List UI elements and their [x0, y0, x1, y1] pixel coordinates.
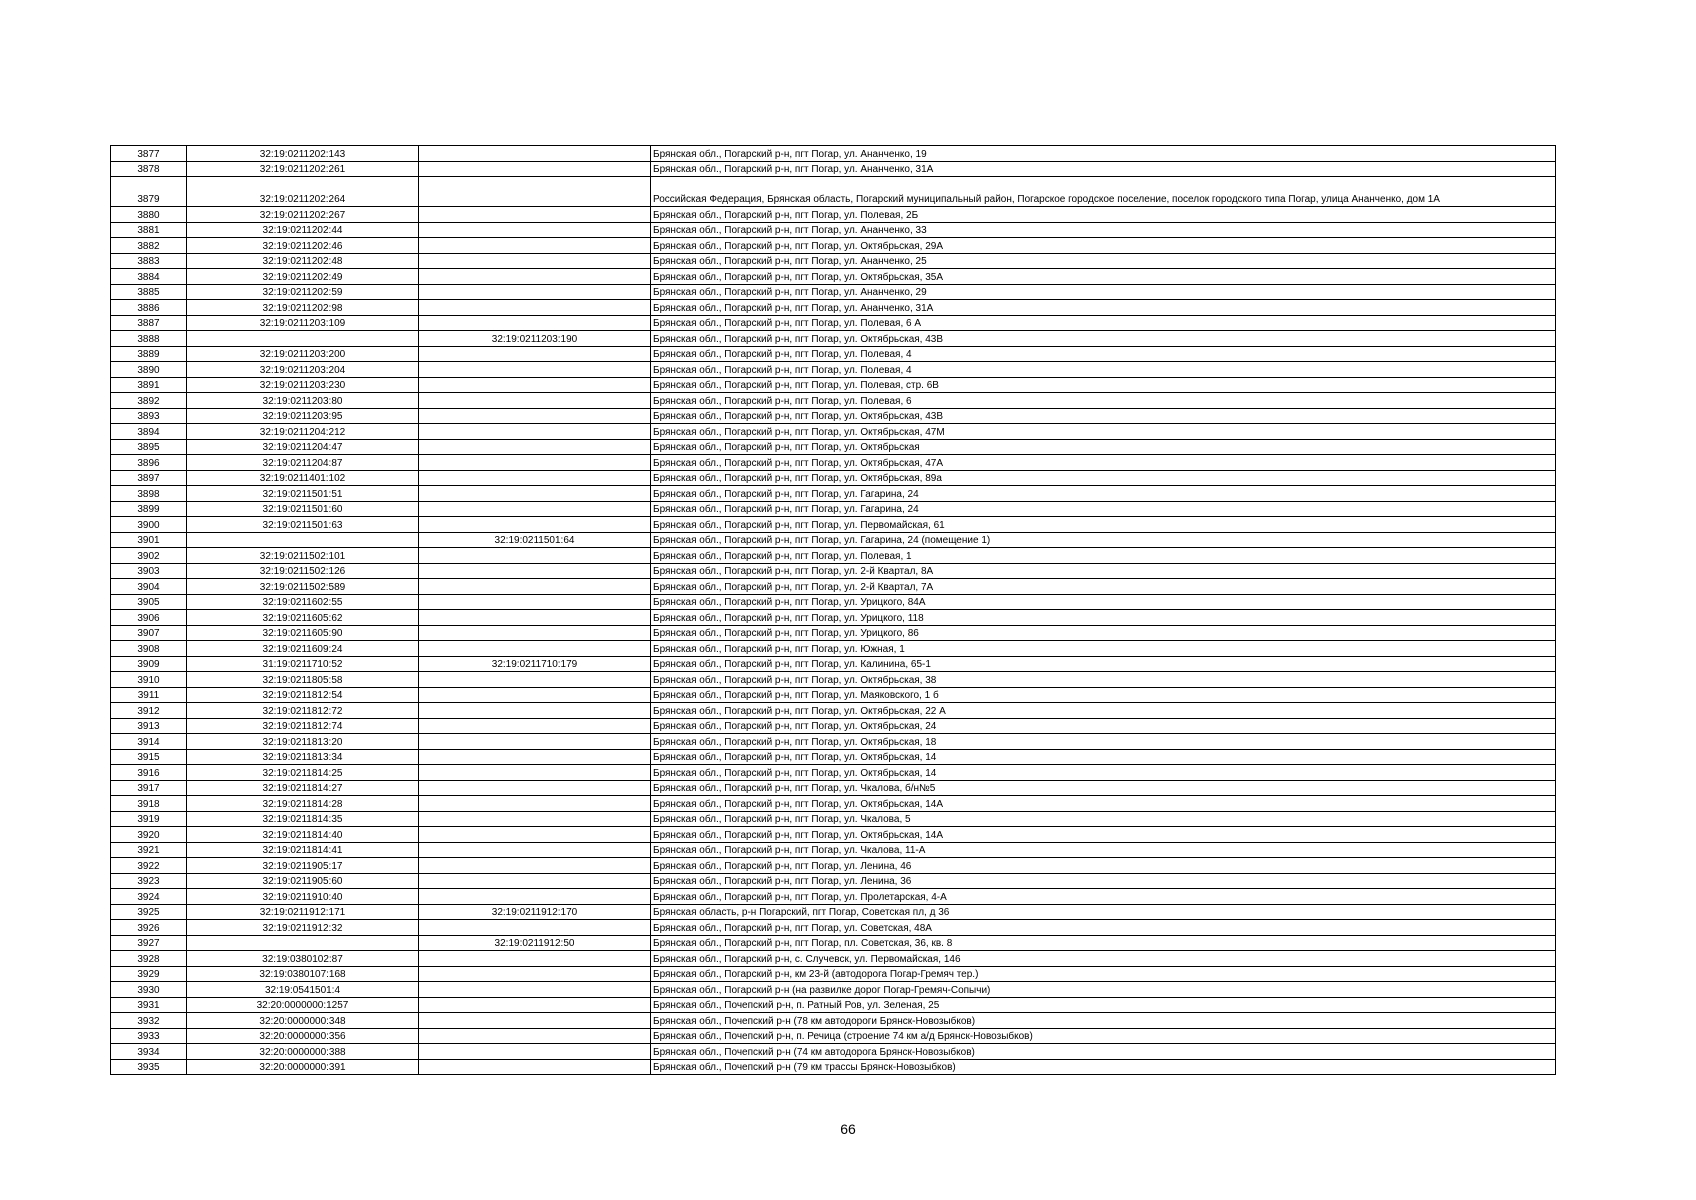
- cell-address: Брянская обл., Погарский р-н, пгт Погар, ул. Пролетарская, 4-А: [651, 889, 1556, 905]
- table-row: [111, 734, 1556, 750]
- table-row: [111, 1013, 1556, 1029]
- cell-cadastral-number: 32:19:0211203:109: [187, 315, 419, 331]
- cell-linked-cadastral-number: [419, 966, 651, 982]
- cell-address: Брянская обл., Погарский р-н, пгт Погар, ул. Октябрьская, 47М: [651, 424, 1556, 440]
- cell-linked-cadastral-number: [419, 749, 651, 765]
- cell-linked-cadastral-number: [419, 687, 651, 703]
- cell-cadastral-number: 32:19:0211202:48: [187, 253, 419, 269]
- cell-address: Брянская обл., Почепский р-н, п. Речица (строение 74 км а/д Брянск-Новозыбков): [651, 1028, 1556, 1044]
- cell-linked-cadastral-number: [419, 517, 651, 533]
- table-row: [111, 827, 1556, 843]
- cell-number: 3880: [111, 207, 187, 223]
- cell-address: Брянская обл., Погарский р-н, пгт Погар, ул. Гагарина, 24: [651, 486, 1556, 502]
- cell-linked-cadastral-number: [419, 161, 651, 177]
- cell-linked-cadastral-number: [419, 455, 651, 471]
- table-row: [111, 300, 1556, 316]
- cell-number: 3910: [111, 672, 187, 688]
- cell-address: Брянская обл., Погарский р-н, пгт Погар, ул. Ананченко, 33: [651, 222, 1556, 238]
- cell-linked-cadastral-number: [419, 842, 651, 858]
- table-row: [111, 1044, 1556, 1060]
- cell-cadastral-number: [187, 331, 419, 347]
- cell-cadastral-number: 32:19:0211202:46: [187, 238, 419, 254]
- cell-address: Брянская обл., Погарский р-н, пгт Погар, ул. Октябрьская, 14А: [651, 827, 1556, 843]
- cell-address: Брянская обл., Погарский р-н, пгт Погар, ул. Урицкого, 118: [651, 610, 1556, 626]
- cell-number: 3908: [111, 641, 187, 657]
- cell-cadastral-number: 32:19:0211605:62: [187, 610, 419, 626]
- cell-linked-cadastral-number: [419, 858, 651, 874]
- table-row: [111, 439, 1556, 455]
- cell-linked-cadastral-number: [419, 177, 651, 207]
- cell-number: 3886: [111, 300, 187, 316]
- cell-cadastral-number: 32:19:0211501:63: [187, 517, 419, 533]
- cell-cadastral-number: 32:19:0211812:54: [187, 687, 419, 703]
- cell-address: Брянская обл., Почепский р-н, п. Ратный Ров, ул. Зеленая, 25: [651, 997, 1556, 1013]
- cell-address: Брянская обл., Погарский р-н, пгт Погар, ул. Ананченко, 29: [651, 284, 1556, 300]
- cell-address: Брянская обл., Погарский р-н, пгт Погар, ул. Гагарина, 24: [651, 501, 1556, 517]
- cell-number: 3921: [111, 842, 187, 858]
- table-row: [111, 393, 1556, 409]
- cell-number: 3891: [111, 377, 187, 393]
- cell-number: 3902: [111, 548, 187, 564]
- cell-number: 3893: [111, 408, 187, 424]
- cell-linked-cadastral-number: [419, 439, 651, 455]
- cell-cadastral-number: 32:19:0211605:90: [187, 625, 419, 641]
- cell-cadastral-number: 32:19:0211202:261: [187, 161, 419, 177]
- table-row: [111, 641, 1556, 657]
- table-row: [111, 486, 1556, 502]
- cell-cadastral-number: 32:19:0211609:24: [187, 641, 419, 657]
- cell-number: 3924: [111, 889, 187, 905]
- table-row: [111, 811, 1556, 827]
- table-row: [111, 625, 1556, 641]
- cell-cadastral-number: 32:19:0211203:230: [187, 377, 419, 393]
- cell-linked-cadastral-number: [419, 284, 651, 300]
- cell-number: 3883: [111, 253, 187, 269]
- cell-number: 3913: [111, 718, 187, 734]
- table-row: [111, 610, 1556, 626]
- table-row: [111, 780, 1556, 796]
- cell-cadastral-number: 32:19:0211202:264: [187, 177, 419, 207]
- cell-cadastral-number: 32:19:0211905:17: [187, 858, 419, 874]
- cell-number: 3906: [111, 610, 187, 626]
- table-row: [111, 796, 1556, 812]
- cell-number: 3934: [111, 1044, 187, 1060]
- cell-cadastral-number: 32:19:0211602:55: [187, 594, 419, 610]
- cell-cadastral-number: 32:19:0211203:80: [187, 393, 419, 409]
- table-row: [111, 966, 1556, 982]
- table-row: [111, 346, 1556, 362]
- cell-number: 3923: [111, 873, 187, 889]
- cell-address: Брянская обл., Погарский р-н, пгт Погар, ул. Октябрьская, 89а: [651, 470, 1556, 486]
- table-row: [111, 284, 1556, 300]
- table-row: [111, 842, 1556, 858]
- cell-cadastral-number: 32:19:0211203:200: [187, 346, 419, 362]
- cell-address: Брянская обл., Погарский р-н, пгт Погар, ул. Октябрьская, 29А: [651, 238, 1556, 254]
- cell-linked-cadastral-number: [419, 873, 651, 889]
- cell-address: Брянская обл., Погарский р-н, пгт Погар, ул. Ананченко, 31А: [651, 161, 1556, 177]
- cell-cadastral-number: 32:19:0211814:25: [187, 765, 419, 781]
- table-row: [111, 532, 1556, 548]
- cell-linked-cadastral-number: [419, 734, 651, 750]
- cell-address: Брянская обл., Почепский р-н (74 км автодорога Брянск-Новозыбков): [651, 1044, 1556, 1060]
- table-row: [111, 207, 1556, 223]
- page-number: 66: [840, 1121, 856, 1137]
- table-row: [111, 579, 1556, 595]
- cell-address: Брянская обл., Погарский р-н, пгт Погар, ул. Ананченко, 25: [651, 253, 1556, 269]
- cell-linked-cadastral-number: [419, 424, 651, 440]
- table-row: [111, 672, 1556, 688]
- cell-address: Брянская обл., Погарский р-н, пгт Погар, ул. Полевая, 1: [651, 548, 1556, 564]
- cell-number: 3901: [111, 532, 187, 548]
- cell-address: Брянская обл., Погарский р-н, пгт Погар, ул. Полевая, 2Б: [651, 207, 1556, 223]
- cell-number: 3933: [111, 1028, 187, 1044]
- cell-address: Брянская обл., Погарский р-н, пгт Погар, ул. Октябрьская, 22 А: [651, 703, 1556, 719]
- cell-cadastral-number: 32:19:0380107:168: [187, 966, 419, 982]
- cell-number: 3927: [111, 935, 187, 951]
- cell-address: Брянская обл., Погарский р-н, пгт Погар, пл. Советская, 36, кв. 8: [651, 935, 1556, 951]
- cell-linked-cadastral-number: 32:19:0211912:50: [419, 935, 651, 951]
- cell-cadastral-number: 32:19:0541501:4: [187, 982, 419, 998]
- cell-cadastral-number: 32:19:0211502:589: [187, 579, 419, 595]
- cell-linked-cadastral-number: [419, 997, 651, 1013]
- cell-cadastral-number: 32:19:0211502:101: [187, 548, 419, 564]
- cell-cadastral-number: 32:19:0211912:32: [187, 920, 419, 936]
- cell-linked-cadastral-number: 32:19:0211710:179: [419, 656, 651, 672]
- cell-number: 3889: [111, 346, 187, 362]
- cell-address: Брянская обл., Погарский р-н, пгт Погар, ул. Ленина, 46: [651, 858, 1556, 874]
- cell-address: Брянская обл., Погарский р-н, пгт Погар, ул. Чкалова, 5: [651, 811, 1556, 827]
- cell-linked-cadastral-number: [419, 796, 651, 812]
- cell-cadastral-number: 32:19:0211203:95: [187, 408, 419, 424]
- cell-address: Брянская обл., Погарский р-н, пгт Погар, ул. Калинина, 65-1: [651, 656, 1556, 672]
- cell-cadastral-number: [187, 532, 419, 548]
- cell-linked-cadastral-number: [419, 470, 651, 486]
- cell-linked-cadastral-number: [419, 362, 651, 378]
- cell-cadastral-number: 32:19:0211204:212: [187, 424, 419, 440]
- cell-address: Брянская обл., Погарский р-н, пгт Погар, ул. Полевая, 4: [651, 362, 1556, 378]
- cell-address: Брянская обл., Погарский р-н, пгт Погар, ул. Южная, 1: [651, 641, 1556, 657]
- cell-number: 3896: [111, 455, 187, 471]
- cell-linked-cadastral-number: [419, 579, 651, 595]
- cell-number: 3928: [111, 951, 187, 967]
- cell-linked-cadastral-number: [419, 703, 651, 719]
- cell-address: Брянская обл., Погарский р-н, пгт Погар, ул. Ананченко, 31А: [651, 300, 1556, 316]
- cell-linked-cadastral-number: [419, 315, 651, 331]
- cell-cadastral-number: 32:19:0211805:58: [187, 672, 419, 688]
- cell-cadastral-number: 32:19:0211813:34: [187, 749, 419, 765]
- cell-cadastral-number: 32:19:0211202:267: [187, 207, 419, 223]
- table-row: [111, 470, 1556, 486]
- cell-cadastral-number: 32:19:0211502:126: [187, 563, 419, 579]
- cell-linked-cadastral-number: [419, 222, 651, 238]
- cell-cadastral-number: 32:19:0211814:41: [187, 842, 419, 858]
- cell-linked-cadastral-number: [419, 346, 651, 362]
- cell-cadastral-number: 32:19:0211501:51: [187, 486, 419, 502]
- cell-address: Брянская обл., Погарский р-н, пгт Погар, ул. 2-й Квартал, 8А: [651, 563, 1556, 579]
- cell-address: Брянская обл., Погарский р-н, пгт Погар, ул. Октябрьская, 14А: [651, 796, 1556, 812]
- cell-linked-cadastral-number: [419, 548, 651, 564]
- cell-linked-cadastral-number: [419, 672, 651, 688]
- cell-address: Брянская обл., Погарский р-н, пгт Погар, ул. Полевая, стр. 6В: [651, 377, 1556, 393]
- table-row: [111, 146, 1556, 162]
- cell-linked-cadastral-number: [419, 765, 651, 781]
- table-row: [111, 749, 1556, 765]
- table-row: [111, 982, 1556, 998]
- register-table: [110, 145, 1556, 1075]
- cell-linked-cadastral-number: [419, 300, 651, 316]
- cell-linked-cadastral-number: [419, 951, 651, 967]
- table-row: [111, 563, 1556, 579]
- cell-number: 3935: [111, 1059, 187, 1075]
- cell-linked-cadastral-number: [419, 486, 651, 502]
- table-row: [111, 269, 1556, 285]
- cell-linked-cadastral-number: [419, 563, 651, 579]
- cell-number: 3931: [111, 997, 187, 1013]
- cell-cadastral-number: 32:19:0211202:44: [187, 222, 419, 238]
- cell-linked-cadastral-number: [419, 811, 651, 827]
- cell-linked-cadastral-number: [419, 982, 651, 998]
- cell-address: Брянская обл., Погарский р-н, пгт Погар, ул. Октябрьская, 14: [651, 765, 1556, 781]
- cell-address: Брянская обл., Погарский р-н, пгт Погар, ул. Советская, 48А: [651, 920, 1556, 936]
- cell-address: Брянская обл., Погарский р-н, пгт Погар, ул. Октябрьская, 35А: [651, 269, 1556, 285]
- cell-address: Брянская обл., Погарский р-н, пгт Погар, ул. Октябрьская, 43В: [651, 331, 1556, 347]
- cell-linked-cadastral-number: [419, 1059, 651, 1075]
- table-row: [111, 1059, 1556, 1075]
- table-row: [111, 920, 1556, 936]
- cell-number: 3903: [111, 563, 187, 579]
- cell-linked-cadastral-number: 32:19:0211501:64: [419, 532, 651, 548]
- cell-linked-cadastral-number: [419, 718, 651, 734]
- cell-number: 3922: [111, 858, 187, 874]
- cell-number: 3890: [111, 362, 187, 378]
- table-row: [111, 951, 1556, 967]
- cell-cadastral-number: 32:20:0000000:1257: [187, 997, 419, 1013]
- table-row: [111, 408, 1556, 424]
- cell-linked-cadastral-number: [419, 920, 651, 936]
- table-row: [111, 889, 1556, 905]
- cell-linked-cadastral-number: 32:19:0211203:190: [419, 331, 651, 347]
- cell-address: Брянская обл., Погарский р-н, пгт Погар, ул. Урицкого, 84А: [651, 594, 1556, 610]
- cell-address: Брянская обл., Погарский р-н, пгт Погар, ул. Октябрьская: [651, 439, 1556, 455]
- cell-number: 3894: [111, 424, 187, 440]
- cell-number: 3932: [111, 1013, 187, 1029]
- cell-number: 3897: [111, 470, 187, 486]
- cell-cadastral-number: 32:19:0211501:60: [187, 501, 419, 517]
- cell-address: Брянская обл., Погарский р-н, пгт Погар, ул. Гагарина, 24 (помещение 1): [651, 532, 1556, 548]
- cell-address: Брянская обл., Погарский р-н, пгт Погар, ул. Октябрьская, 24: [651, 718, 1556, 734]
- cell-number: 3925: [111, 904, 187, 920]
- cell-address: Брянская обл., Почепский р-н (79 км трассы Брянск-Новозыбков): [651, 1059, 1556, 1075]
- cell-address: Брянская обл., Погарский р-н, пгт Погар, ул. Ленина, 36: [651, 873, 1556, 889]
- cell-number: 3930: [111, 982, 187, 998]
- cell-linked-cadastral-number: [419, 501, 651, 517]
- cell-linked-cadastral-number: [419, 889, 651, 905]
- table-row: [111, 161, 1556, 177]
- cell-address: Брянская обл., Погарский р-н, пгт Погар, ул. Октябрьская, 14: [651, 749, 1556, 765]
- cell-linked-cadastral-number: [419, 146, 651, 162]
- table-row: [111, 904, 1556, 920]
- cell-number: 3879: [111, 177, 187, 207]
- table-row: [111, 718, 1556, 734]
- table-row: [111, 455, 1556, 471]
- cell-number: 3882: [111, 238, 187, 254]
- table-row: [111, 765, 1556, 781]
- cell-number: 3911: [111, 687, 187, 703]
- cell-address: Брянская обл., Погарский р-н, пгт Погар, ул. Полевая, 6: [651, 393, 1556, 409]
- cell-number: 3877: [111, 146, 187, 162]
- cell-cadastral-number: 31:19:0211710:52: [187, 656, 419, 672]
- cell-address: Брянская обл., Почепский р-н (78 км автодороги Брянск-Новозыбков): [651, 1013, 1556, 1029]
- cell-number: 3881: [111, 222, 187, 238]
- cell-address: Брянская обл., Погарский р-н, пгт Погар, ул. Урицкого, 86: [651, 625, 1556, 641]
- table-row: [111, 517, 1556, 533]
- table-row: [111, 222, 1556, 238]
- table-row: [111, 1028, 1556, 1044]
- cell-number: 3899: [111, 501, 187, 517]
- cell-cadastral-number: 32:19:0211203:204: [187, 362, 419, 378]
- table-row: [111, 656, 1556, 672]
- cell-address: Брянская обл., Погарский р-н, пгт Погар, ул. Первомайская, 61: [651, 517, 1556, 533]
- cell-address: Брянская обл., Погарский р-н, км 23-й (автодорога Погар-Гремяч тер.): [651, 966, 1556, 982]
- cell-cadastral-number: 32:19:0211912:171: [187, 904, 419, 920]
- cell-linked-cadastral-number: [419, 827, 651, 843]
- table-row: [111, 362, 1556, 378]
- table-row: [111, 873, 1556, 889]
- cell-address: Брянская обл., Погарский р-н (на развилке дорог Погар-Гремяч-Сопычи): [651, 982, 1556, 998]
- cell-cadastral-number: 32:20:0000000:388: [187, 1044, 419, 1060]
- cell-cadastral-number: 32:19:0211814:28: [187, 796, 419, 812]
- cell-number: 3909: [111, 656, 187, 672]
- table-row: [111, 424, 1556, 440]
- cell-number: 3878: [111, 161, 187, 177]
- cell-number: 3892: [111, 393, 187, 409]
- cell-address: Брянская обл., Погарский р-н, пгт Погар, ул. Чкалова, 11-А: [651, 842, 1556, 858]
- cell-number: 3907: [111, 625, 187, 641]
- cell-number: 3887: [111, 315, 187, 331]
- cell-linked-cadastral-number: [419, 207, 651, 223]
- cell-cadastral-number: 32:19:0211814:35: [187, 811, 419, 827]
- cell-number: 3885: [111, 284, 187, 300]
- table-row: [111, 377, 1556, 393]
- cell-cadastral-number: 32:19:0211812:74: [187, 718, 419, 734]
- cell-linked-cadastral-number: [419, 1028, 651, 1044]
- table-row: [111, 238, 1556, 254]
- cell-address: Брянская обл., Погарский р-н, пгт Погар, ул. Маяковского, 1 б: [651, 687, 1556, 703]
- cell-linked-cadastral-number: [419, 393, 651, 409]
- cell-linked-cadastral-number: [419, 625, 651, 641]
- cell-address: Брянская обл., Погарский р-н, пгт Погар, ул. Октябрьская, 18: [651, 734, 1556, 750]
- cell-number: 3888: [111, 331, 187, 347]
- cell-cadastral-number: 32:19:0211202:143: [187, 146, 419, 162]
- table-row: [111, 177, 1556, 207]
- cell-cadastral-number: 32:20:0000000:348: [187, 1013, 419, 1029]
- cell-cadastral-number: 32:19:0211813:20: [187, 734, 419, 750]
- cell-address: Брянская обл., Погарский р-н, пгт Погар, ул. Ананченко, 19: [651, 146, 1556, 162]
- cell-cadastral-number: 32:19:0211905:60: [187, 873, 419, 889]
- cell-cadastral-number: 32:19:0211202:98: [187, 300, 419, 316]
- cell-cadastral-number: 32:19:0380102:87: [187, 951, 419, 967]
- cell-number: 3915: [111, 749, 187, 765]
- cell-address: Брянская обл., Погарский р-н, пгт Погар, ул. Чкалова, б/н№5: [651, 780, 1556, 796]
- cell-number: 3905: [111, 594, 187, 610]
- table-row: [111, 253, 1556, 269]
- table-row: [111, 501, 1556, 517]
- cell-linked-cadastral-number: [419, 780, 651, 796]
- cell-linked-cadastral-number: [419, 269, 651, 285]
- table-row: [111, 997, 1556, 1013]
- register-body: [111, 146, 1556, 1075]
- cell-number: 3914: [111, 734, 187, 750]
- cell-number: 3916: [111, 765, 187, 781]
- cell-number: 3912: [111, 703, 187, 719]
- cell-number: 3895: [111, 439, 187, 455]
- table-row: [111, 858, 1556, 874]
- cell-linked-cadastral-number: 32:19:0211912:170: [419, 904, 651, 920]
- table-row: [111, 594, 1556, 610]
- cell-cadastral-number: 32:19:0211204:47: [187, 439, 419, 455]
- cell-address: Брянская обл., Погарский р-н, пгт Погар, ул. Полевая, 4: [651, 346, 1556, 362]
- cell-cadastral-number: 32:19:0211812:72: [187, 703, 419, 719]
- table-row: [111, 935, 1556, 951]
- cell-number: 3920: [111, 827, 187, 843]
- cell-linked-cadastral-number: [419, 238, 651, 254]
- cell-number: 3919: [111, 811, 187, 827]
- cell-address: Брянская обл., Погарский р-н, пгт Погар, ул. Полевая, 6 А: [651, 315, 1556, 331]
- cell-number: 3929: [111, 966, 187, 982]
- cell-number: 3900: [111, 517, 187, 533]
- table-row: [111, 703, 1556, 719]
- cell-cadastral-number: 32:19:0211814:40: [187, 827, 419, 843]
- cell-number: 3926: [111, 920, 187, 936]
- cell-number: 3904: [111, 579, 187, 595]
- cell-cadastral-number: [187, 935, 419, 951]
- cell-cadastral-number: 32:19:0211204:87: [187, 455, 419, 471]
- cell-cadastral-number: 32:19:0211401:102: [187, 470, 419, 486]
- cell-linked-cadastral-number: [419, 408, 651, 424]
- table-row: [111, 548, 1556, 564]
- cell-number: 3917: [111, 780, 187, 796]
- table-row: [111, 315, 1556, 331]
- cell-linked-cadastral-number: [419, 1044, 651, 1060]
- cell-address: Брянская область, р-н Погарский, пгт Погар, Советская пл, д 36: [651, 904, 1556, 920]
- cell-number: 3898: [111, 486, 187, 502]
- cell-address: Брянская обл., Погарский р-н, с. Случевск, ул. Первомайская, 146: [651, 951, 1556, 967]
- cell-address: Брянская обл., Погарский р-н, пгт Погар, ул. Октябрьская, 47А: [651, 455, 1556, 471]
- table-row: [111, 687, 1556, 703]
- cell-cadastral-number: 32:20:0000000:356: [187, 1028, 419, 1044]
- cell-number: 3918: [111, 796, 187, 812]
- cell-cadastral-number: 32:20:0000000:391: [187, 1059, 419, 1075]
- cell-cadastral-number: 32:19:0211910:40: [187, 889, 419, 905]
- cell-address: Брянская обл., Погарский р-н, пгт Погар, ул. 2-й Квартал, 7А: [651, 579, 1556, 595]
- cell-cadastral-number: 32:19:0211814:27: [187, 780, 419, 796]
- cell-linked-cadastral-number: [419, 594, 651, 610]
- cell-cadastral-number: 32:19:0211202:49: [187, 269, 419, 285]
- cell-cadastral-number: 32:19:0211202:59: [187, 284, 419, 300]
- cell-address: Брянская обл., Погарский р-н, пгт Погар, ул. Октябрьская, 43В: [651, 408, 1556, 424]
- table-row: [111, 331, 1556, 347]
- cell-linked-cadastral-number: [419, 610, 651, 626]
- cell-linked-cadastral-number: [419, 253, 651, 269]
- cell-linked-cadastral-number: [419, 641, 651, 657]
- cell-address: Российская Федерация, Брянская область, Погарский муниципальный район, Погарское городское поселение, поселок городского типа Погар, улица Ананченко, дом 1А: [651, 177, 1556, 207]
- cell-linked-cadastral-number: [419, 377, 651, 393]
- cell-address: Брянская обл., Погарский р-н, пгт Погар, ул. Октябрьская, 38: [651, 672, 1556, 688]
- cell-number: 3884: [111, 269, 187, 285]
- cell-linked-cadastral-number: [419, 1013, 651, 1029]
